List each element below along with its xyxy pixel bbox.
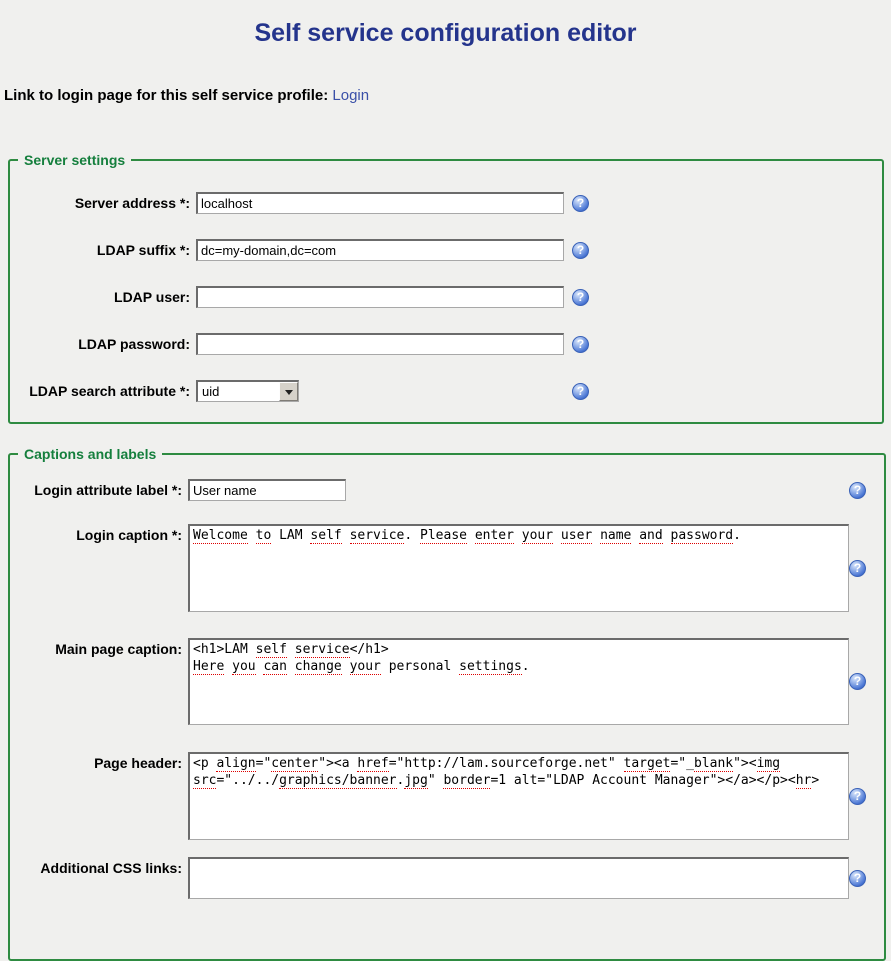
page-title: Self service configuration editor — [254, 19, 637, 47]
dropdown-button[interactable] — [279, 382, 298, 401]
login-link-label: Link to login page for this self service profile: — [4, 87, 329, 104]
login-caption-row — [10, 524, 884, 612]
help-icon[interactable]: ? — [572, 195, 589, 212]
ldap-password-row — [10, 333, 882, 355]
login-attribute-label-row — [10, 479, 884, 501]
page-header-row — [10, 752, 884, 840]
help-icon[interactable]: ? — [849, 870, 866, 887]
field-label: Additional CSS links: — [40, 860, 182, 876]
field-label: Server address *: — [74, 195, 190, 211]
server-address-row — [10, 192, 882, 214]
ldap-user-row — [10, 286, 882, 308]
additional-css-links-row — [10, 857, 884, 899]
ldap-search-attribute-select[interactable] — [196, 380, 299, 402]
field-label: LDAP search attribute *: — [29, 383, 190, 399]
field-label: LDAP password: — [78, 336, 190, 352]
captions-and-labels-legend: Captions and labels — [24, 446, 157, 462]
field-label: Login attribute label *: — [34, 482, 182, 498]
main-page-caption-textarea[interactable]: <h1>LAM self service</h1> Here you can change your personal settings. — [188, 638, 849, 725]
help-icon[interactable]: ? — [849, 560, 866, 577]
login-link[interactable]: Login — [332, 87, 370, 104]
server-settings-legend: Server settings — [24, 152, 126, 168]
server-settings-section — [8, 152, 884, 424]
additional-css-textarea[interactable] — [188, 857, 849, 899]
field-label: Main page caption: — [55, 641, 182, 657]
page-header-textarea[interactable]: <p align="center"><a href="http://lam.sourceforge.net" target="_blank"><img src="../../graphics/banner.jpg" border=1 alt="LDAP Account Manager"></a></p><hr> — [188, 752, 849, 840]
ldap-suffix-input[interactable] — [196, 239, 564, 261]
ldap-search-attribute-row — [10, 380, 882, 402]
help-icon[interactable]: ? — [849, 788, 866, 805]
ldap-user-input[interactable] — [196, 286, 564, 308]
captions-and-labels-section — [8, 446, 886, 961]
chevron-down-icon — [285, 390, 293, 399]
selected-option-label: uid — [202, 384, 220, 399]
help-icon[interactable]: ? — [572, 336, 589, 353]
field-label: Login caption *: — [76, 527, 182, 543]
help-icon[interactable]: ? — [849, 482, 866, 499]
help-icon[interactable]: ? — [572, 289, 589, 306]
field-label: LDAP user: — [114, 289, 190, 305]
field-label: LDAP suffix *: — [96, 242, 190, 258]
help-icon[interactable]: ? — [572, 242, 589, 259]
ldap-password-input[interactable] — [196, 333, 564, 355]
login-caption-textarea[interactable]: Welcome to LAM self service. Please enter your user name and password. — [188, 524, 849, 612]
login-attribute-label-input[interactable] — [188, 479, 346, 501]
login-link-line — [4, 87, 891, 104]
field-label: Page header: — [94, 755, 182, 771]
help-icon[interactable]: ? — [572, 383, 589, 400]
ldap-suffix-row — [10, 239, 882, 261]
server-address-input[interactable] — [196, 192, 564, 214]
main-page-caption-row — [10, 638, 884, 725]
help-icon[interactable]: ? — [849, 673, 866, 690]
